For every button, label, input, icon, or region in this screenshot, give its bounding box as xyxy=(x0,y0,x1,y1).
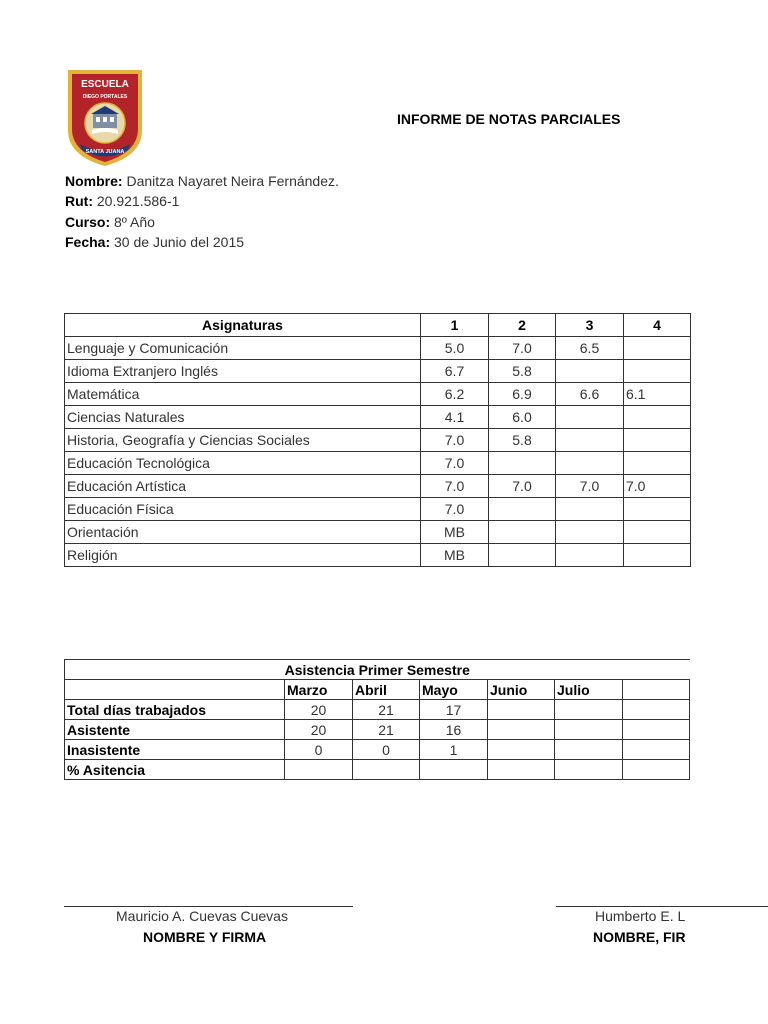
student-name-line xyxy=(65,173,339,189)
grade-cell xyxy=(489,544,556,567)
student-rut-line xyxy=(65,193,179,209)
crest-bottom-text: SANTA JUANA xyxy=(85,149,125,155)
grade-cell: MB xyxy=(421,544,489,567)
attendance-cell: 21 xyxy=(353,720,420,740)
grade-cell: 6.0 xyxy=(489,406,556,429)
table-row xyxy=(65,544,691,567)
attendance-cell: 1 xyxy=(420,740,488,760)
header-grade-1: 1 xyxy=(421,314,489,337)
grade-cell xyxy=(489,452,556,475)
grade-cell: 6.7 xyxy=(421,360,489,383)
attendance-cell xyxy=(488,720,555,740)
attendance-cell xyxy=(555,760,623,780)
grade-cell: 7.0 xyxy=(421,452,489,475)
attendance-cell xyxy=(623,760,690,780)
grade-cell xyxy=(556,429,624,452)
attendance-cell xyxy=(488,740,555,760)
student-course: 8º Año xyxy=(114,214,155,230)
attendance-cell xyxy=(555,720,623,740)
month-header: Junio xyxy=(488,680,555,700)
attendance-caption-row xyxy=(65,660,690,680)
header-grade-2: 2 xyxy=(489,314,556,337)
subject-name: Orientación xyxy=(65,521,421,544)
grade-cell xyxy=(624,521,691,544)
grade-cell: 4.1 xyxy=(421,406,489,429)
empty-cell xyxy=(65,680,285,700)
header-grade-4: 4 xyxy=(624,314,691,337)
student-course-line xyxy=(65,214,155,230)
rut-label: Rut: xyxy=(65,193,93,209)
grade-cell: 6.5 xyxy=(556,337,624,360)
grade-cell xyxy=(556,544,624,567)
grade-cell xyxy=(556,406,624,429)
name-label: Nombre: xyxy=(65,173,123,189)
attendance-cell xyxy=(420,760,488,780)
grade-cell: 6.6 xyxy=(556,383,624,406)
attendance-cell: 0 xyxy=(353,740,420,760)
subject-name: Educación Tecnológica xyxy=(65,452,421,475)
student-rut: 20.921.586-1 xyxy=(96,193,180,209)
table-row xyxy=(65,337,691,360)
table-row xyxy=(65,406,691,429)
attendance-cell: 20 xyxy=(285,700,353,720)
attendance-cell: 0 xyxy=(285,740,353,760)
grade-cell xyxy=(624,360,691,383)
grade-cell xyxy=(556,498,624,521)
attendance-cell xyxy=(555,740,623,760)
attendance-cell xyxy=(623,740,690,760)
grade-cell xyxy=(624,429,691,452)
signature-name-left: Mauricio A. Cuevas Cuevas xyxy=(116,908,288,924)
attendance-cell xyxy=(555,700,623,720)
attendance-cell: 20 xyxy=(285,720,353,740)
grade-cell: 5.0 xyxy=(421,337,489,360)
month-header xyxy=(623,680,690,700)
month-header: Julio xyxy=(555,680,623,700)
table-row xyxy=(65,521,691,544)
grade-cell: 7.0 xyxy=(489,337,556,360)
subject-name: Ciencias Naturales xyxy=(65,406,421,429)
table-row xyxy=(65,452,691,475)
table-row xyxy=(65,498,691,521)
grade-cell xyxy=(624,337,691,360)
grade-cell: 5.8 xyxy=(489,360,556,383)
subject-name: Educación Artística xyxy=(65,475,421,498)
grade-cell: 5.8 xyxy=(489,429,556,452)
grades-table xyxy=(64,313,691,567)
grade-cell: 7.0 xyxy=(489,475,556,498)
subject-name: Religión xyxy=(65,544,421,567)
grade-cell xyxy=(489,498,556,521)
grade-cell xyxy=(624,498,691,521)
report-date-line xyxy=(65,234,244,250)
table-row xyxy=(65,700,690,720)
crest-arc-text: DIEGO PORTALES xyxy=(82,94,128,100)
grade-cell: MB xyxy=(421,521,489,544)
crest-top-text: ESCUELA xyxy=(81,79,129,90)
grade-cell xyxy=(556,360,624,383)
attendance-table xyxy=(64,659,690,780)
table-row xyxy=(65,760,690,780)
attendance-row-label: Inasistente xyxy=(65,740,285,760)
table-row xyxy=(65,475,691,498)
attendance-cell xyxy=(488,700,555,720)
attendance-row-label: Asistente xyxy=(65,720,285,740)
grade-cell: 7.0 xyxy=(556,475,624,498)
signature-line-left xyxy=(64,906,353,907)
attendance-cell xyxy=(623,700,690,720)
attendance-cell xyxy=(353,760,420,780)
grade-cell: 6.2 xyxy=(421,383,489,406)
month-header: Marzo xyxy=(285,680,353,700)
attendance-cell xyxy=(285,760,353,780)
month-header: Abril xyxy=(353,680,420,700)
grades-header-row xyxy=(65,314,691,337)
attendance-cell: 16 xyxy=(420,720,488,740)
subject-name: Lenguaje y Comunicación xyxy=(65,337,421,360)
grade-cell: 7.0 xyxy=(421,429,489,452)
grade-cell xyxy=(624,544,691,567)
grade-cell: 7.0 xyxy=(421,475,489,498)
grade-cell xyxy=(556,521,624,544)
month-header: Mayo xyxy=(420,680,488,700)
school-crest-logo xyxy=(66,68,144,168)
report-date: 30 de Junio del 2015 xyxy=(114,234,245,250)
header-grade-3: 3 xyxy=(556,314,624,337)
attendance-row-label: Total días trabajados xyxy=(65,700,285,720)
subject-name: Matemática xyxy=(65,383,421,406)
subject-name: Educación Física xyxy=(65,498,421,521)
table-row xyxy=(65,740,690,760)
table-row xyxy=(65,360,691,383)
grade-cell xyxy=(556,452,624,475)
course-label: Curso: xyxy=(65,214,111,230)
signature-role-right: NOMBRE, FIR xyxy=(593,929,686,945)
header-subjects: Asignaturas xyxy=(65,314,421,337)
attendance-row-label: % Asitencia xyxy=(65,760,285,780)
grade-cell: 6.1 xyxy=(624,383,691,406)
student-name: Danitza Nayaret Neira Fernández. xyxy=(126,173,339,189)
attendance-cell xyxy=(623,720,690,740)
attendance-caption: Asistencia Primer Semestre xyxy=(65,660,690,680)
table-row xyxy=(65,429,691,452)
date-label: Fecha: xyxy=(65,234,111,250)
table-row xyxy=(65,383,691,406)
attendance-months-row xyxy=(65,680,690,700)
attendance-cell: 21 xyxy=(353,700,420,720)
grade-cell xyxy=(489,521,556,544)
table-row xyxy=(65,720,690,740)
grade-cell: 7.0 xyxy=(421,498,489,521)
subject-name: Idioma Extranjero Inglés xyxy=(65,360,421,383)
report-title: INFORME DE NOTAS PARCIALES xyxy=(397,111,621,127)
grade-cell: 7.0 xyxy=(624,475,691,498)
grade-cell xyxy=(624,452,691,475)
subject-name: Historia, Geografía y Ciencias Sociales xyxy=(65,429,421,452)
signature-line-right xyxy=(556,906,768,907)
attendance-cell: 17 xyxy=(420,700,488,720)
grade-cell xyxy=(624,406,691,429)
signature-name-right: Humberto E. L xyxy=(595,908,686,924)
attendance-cell xyxy=(488,760,555,780)
signature-role-left: NOMBRE Y FIRMA xyxy=(143,929,267,945)
grade-cell: 6.9 xyxy=(489,383,556,406)
